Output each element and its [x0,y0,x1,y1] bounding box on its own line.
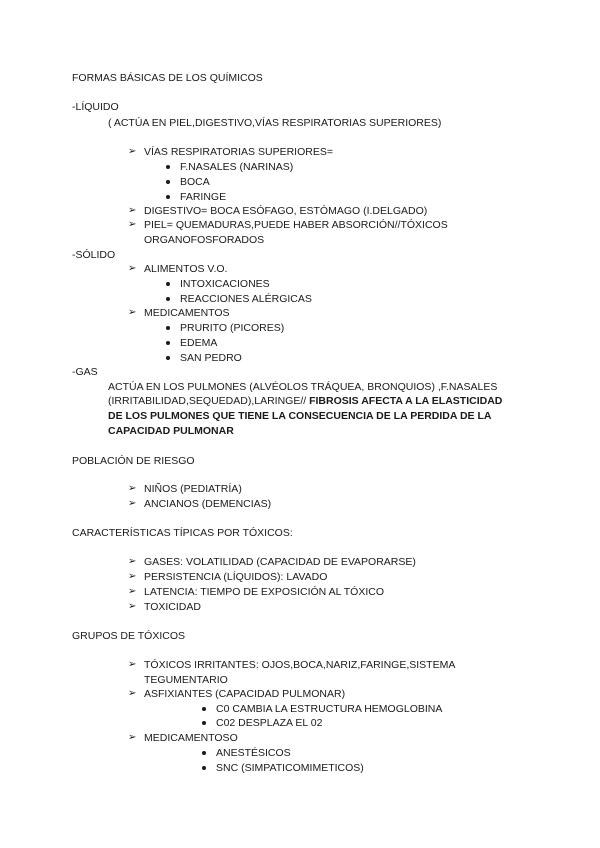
arrow-bullet-icon: ➢ [128,498,137,509]
arrow-bullet-icon: ➢ [128,483,137,494]
list-item: VÍAS RESPIRATORIAS SUPERIORES= [144,146,333,158]
list-item-continuation: ORGANOFOSFORADOS [144,234,265,246]
arrow-bullet-icon: ➢ [128,219,137,230]
arrow-bullet-icon: ➢ [128,732,137,743]
document-title: FORMAS BÁSICAS DE LOS QUÍMICOS [72,72,263,84]
arrow-bullet-icon: ➢ [128,307,137,318]
sub-list-item: EDEMA [180,337,218,349]
list-item: NIÑOS (PEDIATRÍA) [144,483,242,495]
liquido-note: ( ACTÚA EN PIEL,DIGESTIVO,VÍAS RESPIRATORIAS SUPERIORES) [108,117,442,129]
list-item: GASES: VOLATILIDAD (CAPACIDAD DE EVAPORARSE) [144,556,416,568]
gas-text-line [108,394,502,409]
sub-list-item: INTOXICACIONES [180,278,270,290]
caracteristicas-heading: CARACTERÍSTICAS TÍPICAS POR TÓXICOS: [72,527,293,539]
bullet-dot-icon [166,165,170,169]
gas-text-line: ACTÚA EN LOS PULMONES (ALVÉOLOS TRÁQUEA, BRONQUIOS) ,F.NASALES [108,381,498,393]
poblacion-heading: POBLACIÓN DE RIESGO [72,455,195,467]
gas-text-bold-line: DE LOS PULMONES QUE TIENE LA CONSECUENCIA DE LA PERDIDA DE LA [108,410,492,422]
sub-list-item: PRURITO (PICORES) [180,322,285,334]
solido-heading: -SÓLIDO [72,249,116,261]
liquido-heading: -LÍQUIDO [72,101,119,113]
bullet-dot-icon [166,180,170,184]
bullet-dot-icon [166,297,170,301]
sub-list-item: F.NASALES (NARINAS) [180,161,294,173]
gas-text-bold: FIBROSIS AFECTA A LA ELASTICIDAD [309,395,503,407]
bullet-dot-icon [166,356,170,360]
sub-list-item: REACCIONES ALÉRGICAS [180,293,312,305]
list-item: ALIMENTOS V.O. [144,263,228,275]
sub-list-item: SAN PEDRO [180,352,242,364]
arrow-bullet-icon: ➢ [128,263,137,274]
sub-list-item: BOCA [180,176,210,188]
arrow-bullet-icon: ➢ [128,146,137,157]
list-item-continuation: TEGUMENTARIO [144,674,228,686]
list-item: PIEL= QUEMADURAS,PUEDE HABER ABSORCIÓN//TÓXICOS [144,219,448,231]
arrow-bullet-icon: ➢ [128,659,137,670]
sub-list-item: C0 CAMBIA LA ESTRUCTURA HEMOGLOBINA [216,703,443,715]
list-item: MEDICAMENTOS [144,307,230,319]
list-item: ANCIANOS (DEMENCIAS) [144,498,272,510]
bullet-dot-icon [202,766,206,770]
sub-list-item: FARINGE [180,191,227,203]
sub-list-item: ANESTÉSICOS [216,747,291,759]
list-item: TOXICIDAD [144,601,201,613]
bullet-dot-icon [202,707,206,711]
bullet-dot-icon [202,751,206,755]
arrow-bullet-icon: ➢ [128,205,137,216]
list-item: PERSISTENCIA (LÍQUIDOS): LAVADO [144,571,328,583]
arrow-bullet-icon: ➢ [128,688,137,699]
gas-text-bold-line: CAPACIDAD PULMONAR [108,425,234,437]
sub-list-item: SNC (SIMPATICOMIMETICOS) [216,762,364,774]
list-item: MEDICAMENTOSO [144,732,238,744]
list-item: TÓXICOS IRRITANTES: OJOS,BOCA,NARIZ,FARINGE,SISTEMA [144,659,456,671]
bullet-dot-icon [166,326,170,330]
arrow-bullet-icon: ➢ [128,601,137,612]
sub-list-item: C02 DESPLAZA EL 02 [216,717,323,729]
list-item: ASFIXIANTES (CAPACIDAD PULMONAR) [144,688,346,700]
list-item: DIGESTIVO= BOCA ESÓFAGO, ESTÓMAGO (I.DELGADO) [144,205,428,217]
grupos-heading: GRUPOS DE TÓXICOS [72,630,185,642]
arrow-bullet-icon: ➢ [128,586,137,597]
arrow-bullet-icon: ➢ [128,571,137,582]
bullet-dot-icon [166,282,170,286]
gas-heading: -GAS [72,366,98,378]
bullet-dot-icon [166,341,170,345]
bullet-dot-icon [202,721,206,725]
bullet-dot-icon [166,195,170,199]
list-item: LATENCIA: TIEMPO DE EXPOSICIÓN AL TÓXICO [144,586,385,598]
arrow-bullet-icon: ➢ [128,556,137,567]
gas-text-plain: (IRRITABILIDAD,SEQUEDAD),LARINGE// [108,395,310,407]
